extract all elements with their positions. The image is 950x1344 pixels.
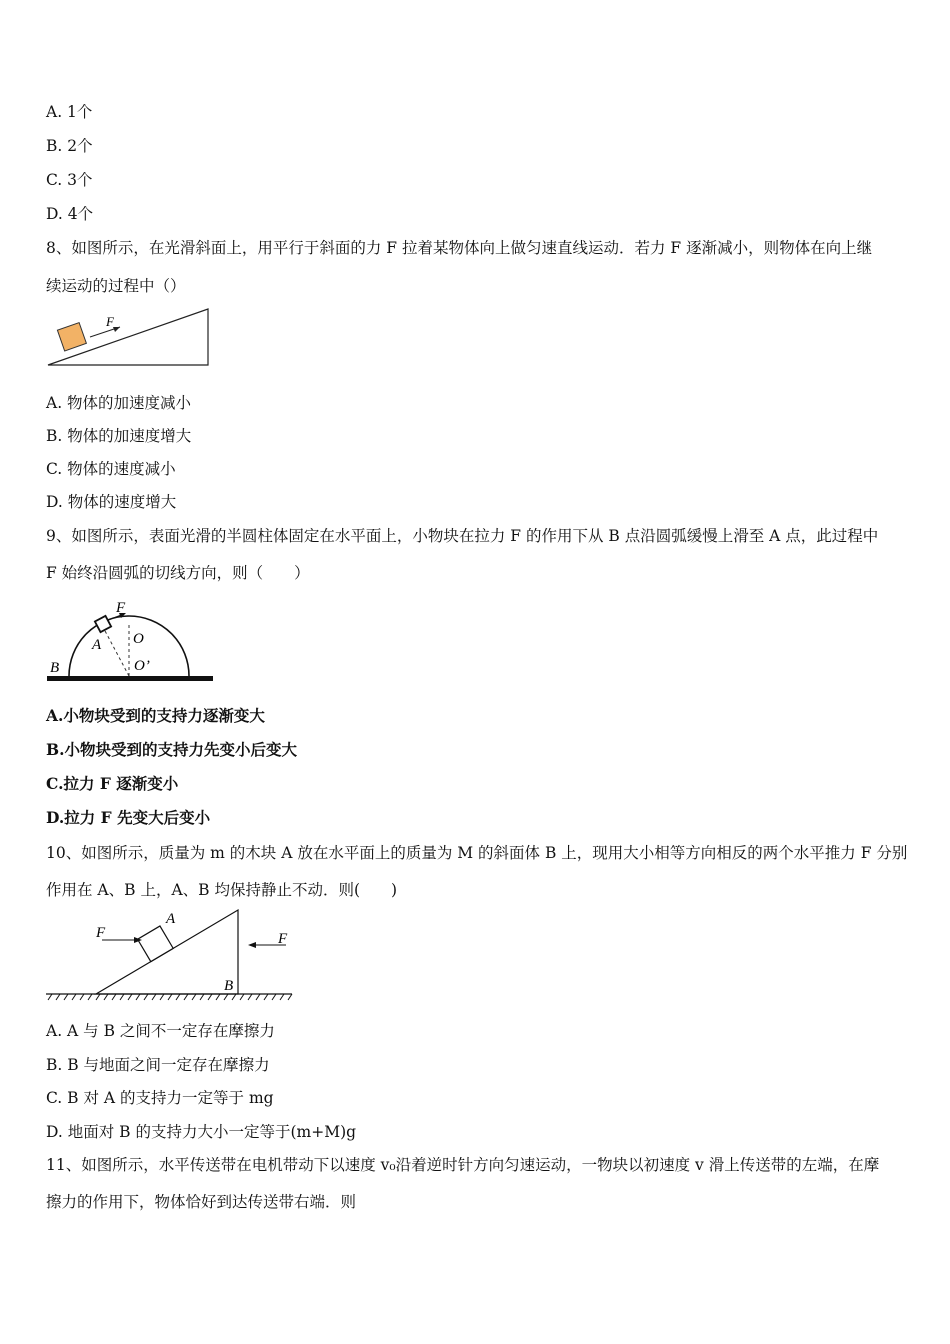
q10-force-left-label: F <box>96 925 106 941</box>
q10-option-c: C. B 对 A 的支持力一定等于 mg <box>46 1089 274 1107</box>
q10-option-b: B. B 与地面之间一定存在摩擦力 <box>46 1056 270 1074</box>
q9-option-a: A.小物块受到的支持力逐渐变大 <box>46 706 265 725</box>
q10-option-d: D. 地面对 B 的支持力大小一定等于(m+M)g <box>46 1123 357 1141</box>
q9-point-a-label: A <box>92 637 102 653</box>
q8-option-d: D. 物体的速度增大 <box>46 493 177 511</box>
q7-option-a: A. 1个 <box>46 103 93 121</box>
q10-force-right-label: F <box>278 931 288 947</box>
q10-wedge-figure <box>44 905 296 1003</box>
q11-stem-line1: 11、如图所示，水平传送带在电机带动下以速度 v₀沿着逆时针方向匀速运动，一物块以初速度 v 滑上传送带的左端，在摩 <box>46 1156 880 1174</box>
q7-option-c: C. 3个 <box>46 171 93 189</box>
q9-option-b: B.小物块受到的支持力先变小后变大 <box>46 740 297 759</box>
q8-stem-line1: 8、如图所示，在光滑斜面上，用平行于斜面的力 F 拉着某物体向上做匀速直线运动．若力 F 逐渐减小，则物体在向上继 <box>46 239 873 257</box>
q9-option-c: C.拉力 F 逐渐变小 <box>46 774 179 793</box>
q10-option-a: A. A 与 B 之间不一定存在摩擦力 <box>46 1022 275 1040</box>
q9-force-label: F <box>116 600 126 616</box>
q9-point-b-label: B <box>50 660 60 676</box>
q8-incline-figure <box>44 304 214 370</box>
q10-stem-line2: 作用在 A、B 上，A、B 均保持静止不动．则( ) <box>46 881 398 899</box>
q8-force-label: F <box>106 314 114 329</box>
q9-point-o2-label: O’ <box>134 658 150 674</box>
q9-semicylinder-figure <box>44 594 216 690</box>
q8-stem-line2: 续运动的过程中（） <box>46 277 186 295</box>
q9-stem-line1: 9、如图所示，表面光滑的半圆柱体固定在水平面上，小物块在拉力 F 的作用下从 B 点沿圆弧缓慢上滑至 A 点，此过程中 <box>46 527 879 545</box>
q8-option-a: A. 物体的加速度减小 <box>46 394 192 412</box>
q8-option-b: B. 物体的加速度增大 <box>46 427 192 445</box>
q11-stem-line2: 擦力的作用下，物体恰好到达传送带右端．则 <box>46 1193 357 1211</box>
q7-option-b: B. 2个 <box>46 137 93 155</box>
q9-point-o-label: O <box>133 631 144 647</box>
q10-wedge-b-label: B <box>224 978 234 994</box>
q7-option-d: D. 4个 <box>46 205 94 223</box>
q8-option-c: C. 物体的速度减小 <box>46 460 176 478</box>
q10-block-a-label: A <box>166 911 176 927</box>
q9-stem-line2: F 始终沿圆弧的切线方向，则（ ） <box>46 564 310 582</box>
q10-stem-line1: 10、如图所示，质量为 m 的木块 A 放在水平面上的质量为 M 的斜面体 B 上，现用大小相等方向相反的两个水平推力 F 分别 <box>46 844 908 862</box>
q9-option-d: D.拉力 F 先变大后变小 <box>46 808 211 827</box>
